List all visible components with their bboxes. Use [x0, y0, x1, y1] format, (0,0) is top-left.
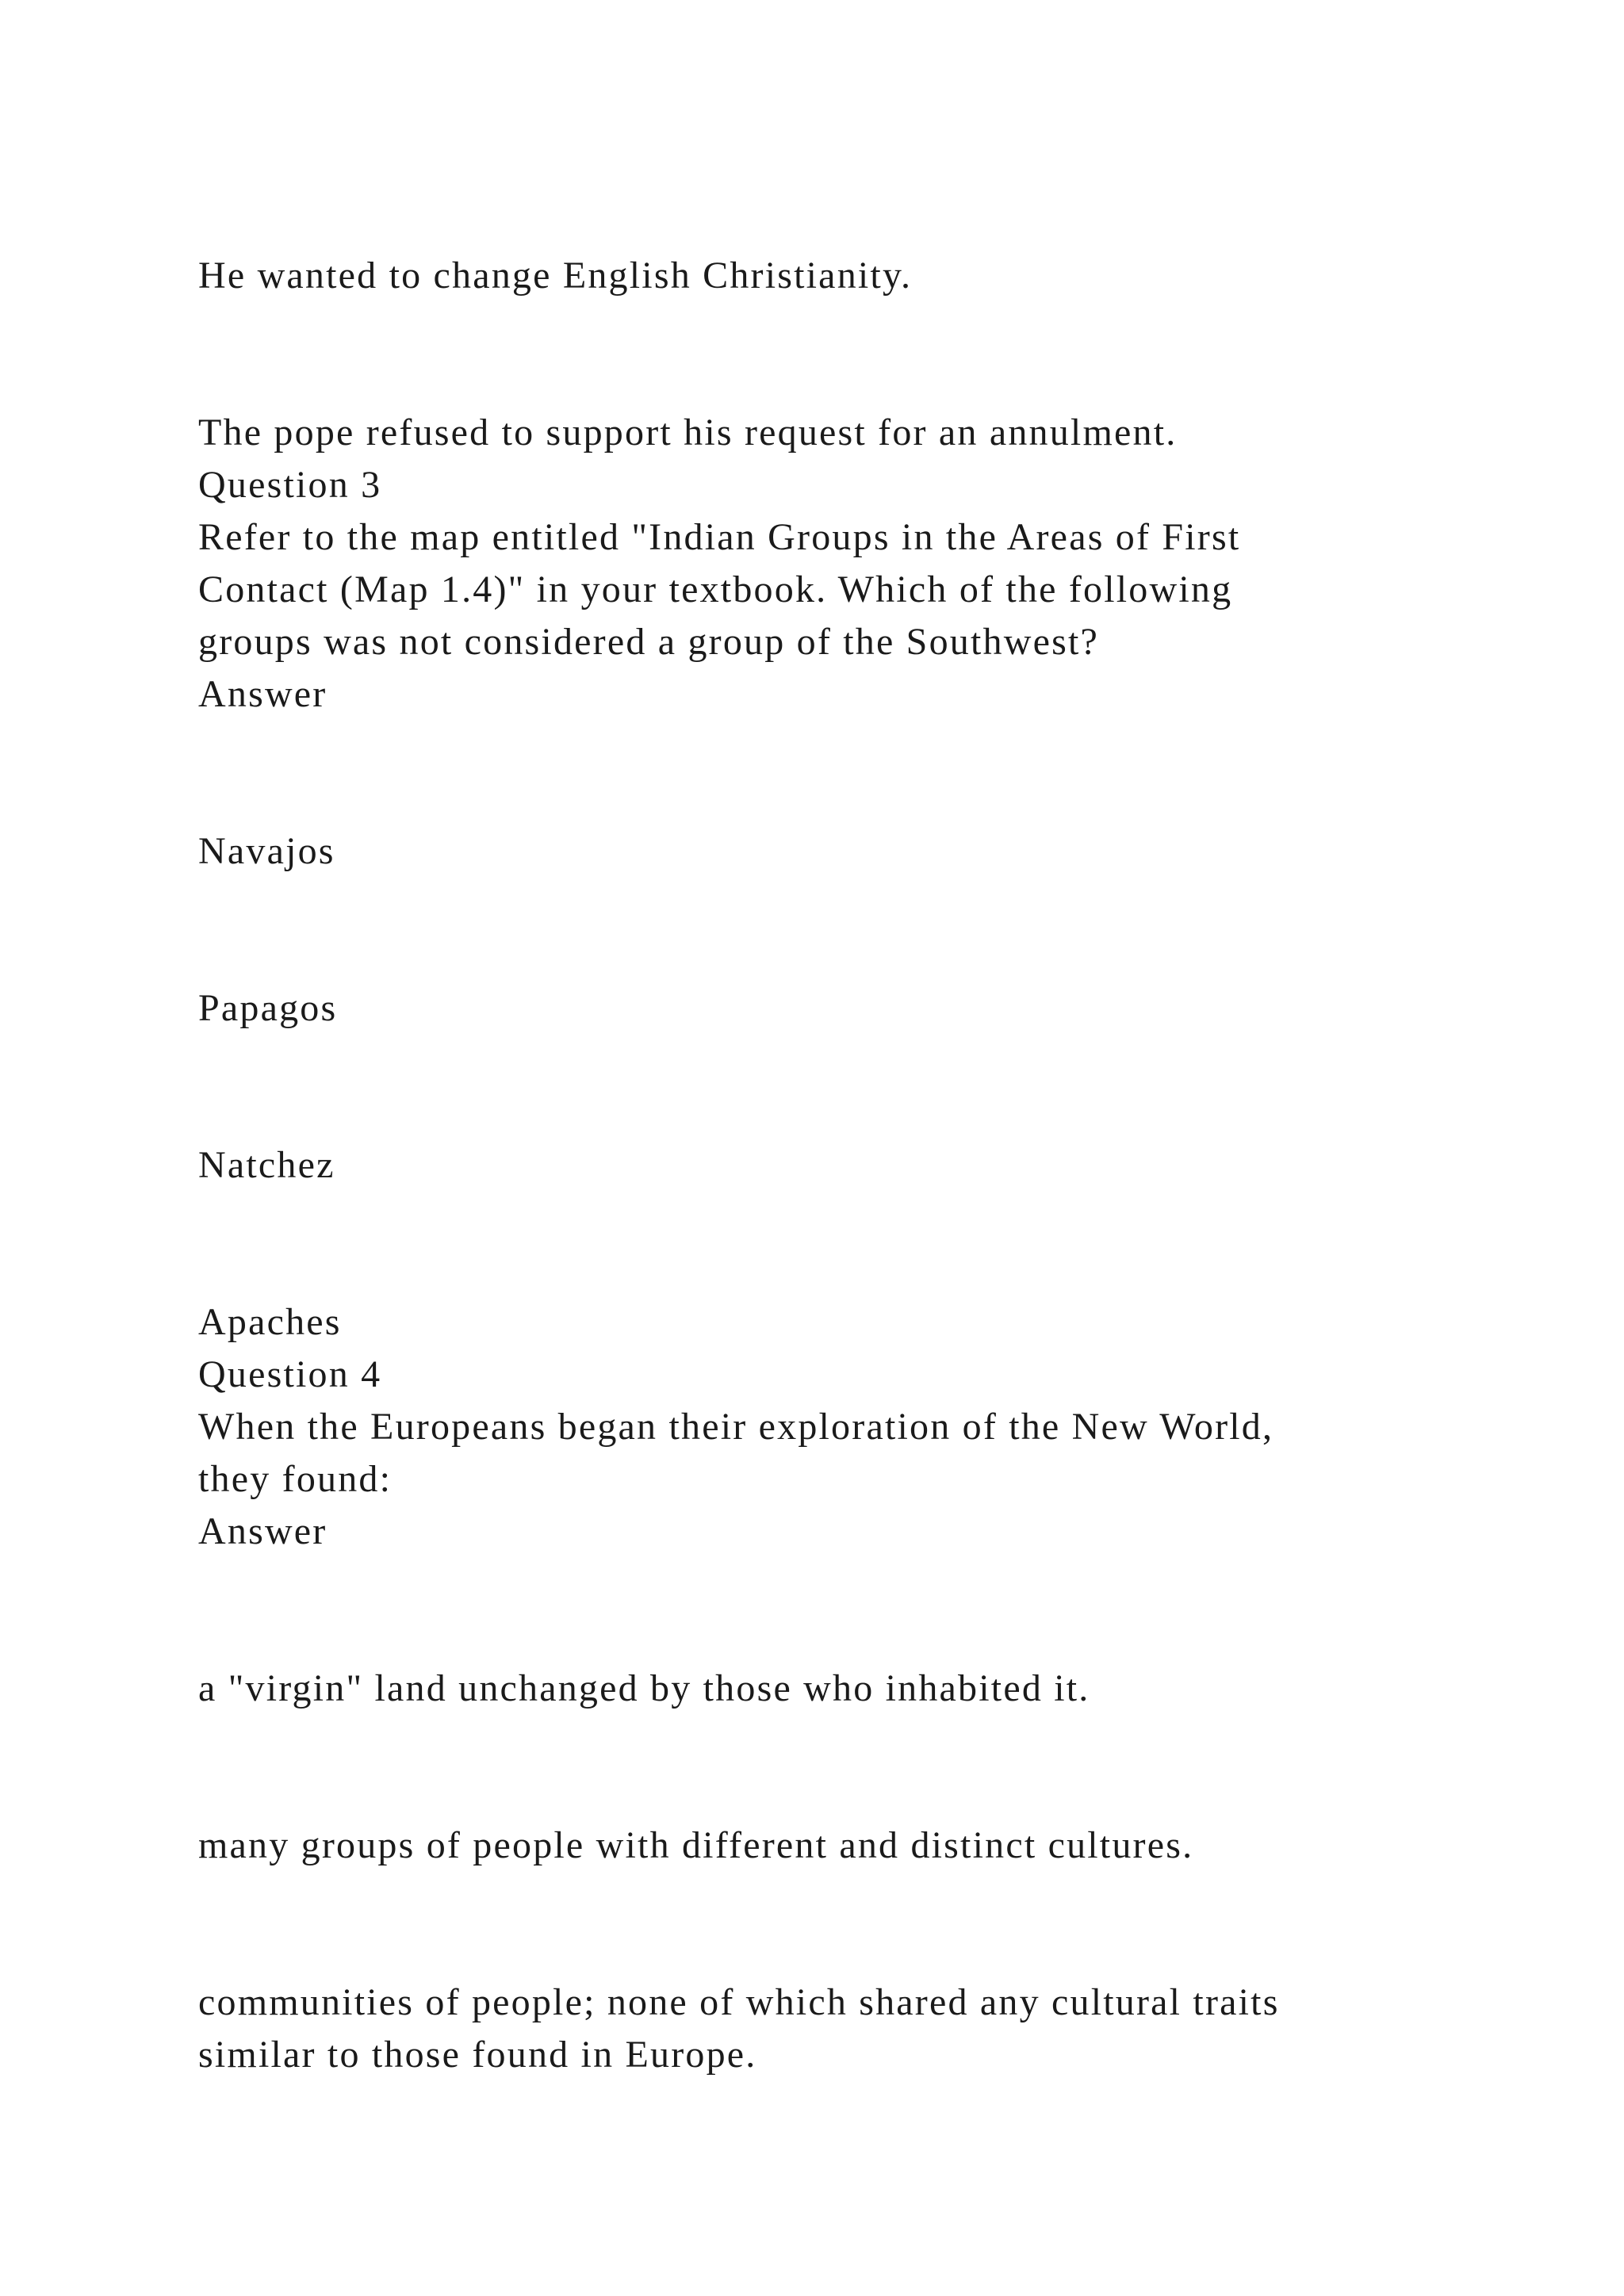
question-3-label: Question 3 — [198, 464, 382, 506]
question-4-prompt-line: they found: — [198, 1458, 393, 1500]
q2-option-text: He wanted to change English Christianity. — [198, 254, 913, 297]
q4-option-text: a "virgin" land unchanged by those who inhabited it. — [198, 1667, 1090, 1709]
question-4-label: Question 4 — [198, 1353, 382, 1395]
question-3-prompt-line: Contact (Map 1.4)" in your textbook. Which of the following — [198, 568, 1233, 610]
q4-option-text: many groups of people with different and distinct cultures. — [198, 1824, 1194, 1866]
question-3-prompt-line: groups was not considered a group of the Southwest? — [198, 621, 1099, 663]
question-3-answer-label: Answer — [198, 673, 327, 715]
q2-option-text: The pope refused to support his request for an annulment. — [198, 411, 1178, 453]
q3-option-apaches: Apaches — [198, 1301, 342, 1343]
question-4-answer-label: Answer — [198, 1510, 327, 1552]
question-3-prompt-line: Refer to the map entitled "Indian Groups in the Areas of First — [198, 516, 1241, 558]
q3-option-natchez: Natchez — [198, 1144, 335, 1186]
question-4-prompt-line: When the Europeans began their exploration of the New World, — [198, 1406, 1274, 1448]
q4-option-text: similar to those found in Europe. — [198, 2034, 757, 2076]
q4-option-text: communities of people; none of which shared any cultural traits — [198, 1981, 1280, 2023]
q3-option-navajos: Navajos — [198, 830, 335, 872]
q3-option-papagos: Papagos — [198, 987, 338, 1029]
